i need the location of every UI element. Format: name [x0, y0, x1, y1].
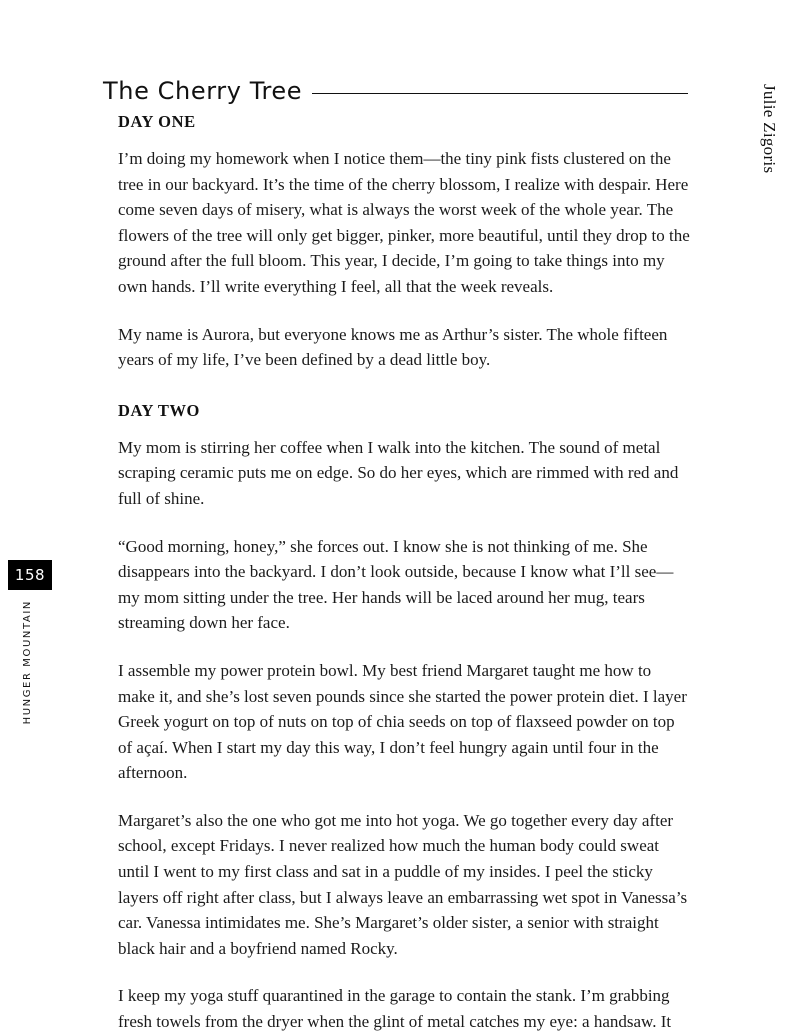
page-number: 158	[14, 566, 46, 584]
paragraph: I keep my yoga stuff quarantined in the garage to contain the stank. I’m grabbing fresh towels from the dryer when the glint of metal catches my eye: a handsaw. It	[118, 986, 672, 1032]
paragraph: I assemble my power protein bowl. My best friend Margaret taught me how to make it, and she’s lost seven pounds since she started the power protein diet. I layer Greek yogurt on top of nuts on top of chia seeds on top of flaxseed powder on top of açaí. When I start my day this way, I don’t feel hungry again until four in the afternoon.	[118, 660, 687, 783]
section-heading-day-two: DAY TWO	[118, 400, 200, 420]
section-heading-day-one: DAY ONE	[118, 112, 196, 131]
article-body	[118, 112, 690, 1035]
paragraph: “Good morning, honey,” she forces out. I know she is not thinking of me. She disappears into the backyard. I don’t look outside, because I know what I’ll see—my mom sitting under the tree. Her hands will be laced around her mug, tears streaming down her face.	[118, 536, 674, 633]
running-head: HUNGER MOUNTAIN	[22, 600, 33, 725]
page-number-tab	[8, 560, 52, 590]
paragraph: My name is Aurora, but everyone knows me as Arthur’s sister. The whole fifteen years of my life, I’ve been defined by a dead little boy.	[118, 324, 668, 370]
paragraph: I’m doing my homework when I notice them—the tiny pink fists clustered on the tree in our backyard. It’s the time of the cherry blossom, I realize with despair. Here come seven days of misery, what is always the worst week of the whole year. The flowers of the tree will only get bigger, pinker, more beautiful, until they drop to the ground after the full bloom. This year, I decide, I’m going to take things into my own hands. I’ll write everything I feel, all that the week reveals.	[118, 149, 690, 296]
author-name: Julie Zigoris	[760, 84, 779, 174]
title-rule	[312, 93, 688, 94]
paragraph: My mom is stirring her coffee when I walk into the kitchen. The sound of metal scraping ceramic puts me on edge. So do her eyes, which are rimmed with red and full of shine.	[118, 437, 679, 508]
title-row	[103, 74, 688, 108]
paragraph: Margaret’s also the one who got me into hot yoga. We go together every day after school, except Fridays. I never realized how much the human body could sweat until I went to my first class and sat in a puddle of my insides. I peel the sticky layers off right after class, but I always leave an embarrassing wet spot in Vanessa’s car. Vanessa intimidates me. She’s Margaret’s older sister, a senior with straight black hair and a boyfriend named Rocky.	[118, 810, 688, 958]
page-title: The Cherry Tree	[103, 77, 303, 105]
